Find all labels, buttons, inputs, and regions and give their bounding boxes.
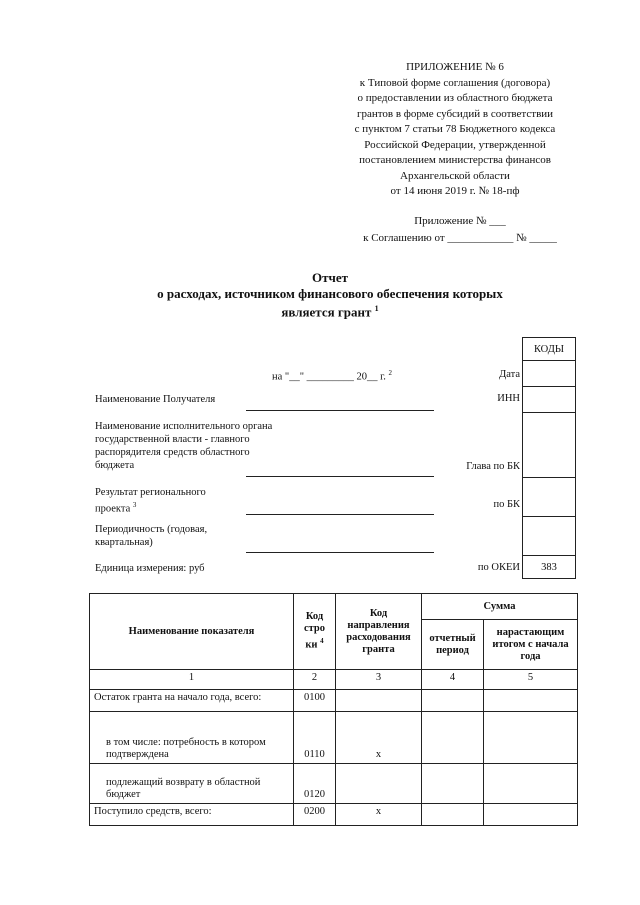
header-sum: Сумма	[422, 594, 578, 620]
expense-table	[89, 593, 578, 826]
executive-label: Наименование исполнительного органа государственной власти - главного распорядителя средств областного бюджета	[95, 421, 273, 471]
report-title	[90, 270, 570, 320]
header-direction: Код направления расходования гранта	[336, 594, 422, 670]
code-date	[523, 361, 576, 387]
appendix-line: Российской Федерации, утвержденной	[364, 138, 546, 151]
row-name: в том числе: потребность в котором подтверждена	[90, 712, 294, 764]
column-number: 4	[422, 670, 484, 690]
row-code: 0100	[294, 690, 336, 712]
code-bk-head	[523, 413, 576, 478]
row-direction	[336, 764, 422, 804]
appendix-line: от 14 июня 2019 г. № 18-пф	[390, 185, 520, 197]
unit-label: Единица измерения: руб	[95, 563, 205, 574]
row-code: 0120	[294, 764, 336, 804]
appendix-line: Архангельской области	[400, 169, 510, 182]
row-name: Поступило средств, всего:	[90, 804, 294, 826]
appendix-line: о предоставлении из областного бюджета	[357, 92, 553, 104]
inn-label: ИНН	[497, 393, 520, 404]
header-code: Код стро ки $^4$	[294, 594, 336, 670]
appendix-line: грантов в форме субсидий в соответствии	[356, 107, 554, 120]
row-cumulative	[484, 764, 578, 804]
executive-field	[246, 476, 434, 477]
code-bk	[523, 478, 576, 517]
appendix-line: к Типовой форме соглашения (договора)	[359, 76, 551, 89]
row-direction	[336, 690, 422, 712]
row-cumulative	[484, 804, 578, 826]
row-cumulative	[484, 690, 578, 712]
column-number: 5	[484, 670, 578, 690]
date-label: Дата	[499, 369, 520, 380]
table-row	[90, 804, 578, 826]
footnote-ref: 1	[374, 304, 379, 313]
row-period	[422, 712, 484, 764]
row-code: 0110	[294, 712, 336, 764]
bk-label: по БК	[493, 499, 520, 510]
row-cumulative	[484, 712, 578, 764]
recipient-field	[246, 410, 434, 411]
row-period	[422, 764, 484, 804]
appendix-line: с пунктом 7 статьи 78 Бюджетного кодекса	[354, 123, 556, 135]
code-periodicity	[523, 517, 576, 556]
periodicity-label: Периодичность (годовая, квартальная)	[95, 524, 208, 548]
title-line: Отчет	[312, 270, 348, 285]
annex-number: Приложение № ___	[414, 215, 506, 227]
header-cumulative: нарастающим итогом с начала года	[484, 620, 578, 670]
recipient-label: Наименование Получателя	[95, 394, 216, 405]
title-line: является грант $^1$	[281, 304, 379, 320]
table-row	[90, 764, 578, 804]
code-okei: 383	[523, 556, 576, 579]
title-line: о расходах, источником финансового обеспечения которых	[157, 285, 503, 301]
column-number: 1	[90, 670, 294, 690]
codes-header: КОДЫ	[523, 338, 576, 361]
appendix-header	[300, 60, 610, 200]
periodicity-field	[246, 552, 434, 553]
row-code: 0200	[294, 804, 336, 826]
codes-table	[522, 337, 576, 579]
okei-label: по ОКЕИ	[477, 562, 520, 573]
column-number: 2	[294, 670, 336, 690]
result-field	[246, 514, 434, 515]
row-direction: x	[336, 712, 422, 764]
table-row	[90, 690, 578, 712]
row-direction: x	[336, 804, 422, 826]
column-number: 3	[336, 670, 422, 690]
row-period	[422, 804, 484, 826]
row-name: подлежащий возврату в областной бюджет	[90, 764, 294, 804]
result-label: Результат регионального проекта $^3$	[95, 487, 206, 515]
table-row	[90, 712, 578, 764]
row-period	[422, 690, 484, 712]
header-name: Наименование показателя	[90, 594, 294, 670]
code-inn	[523, 387, 576, 413]
date-line: на "__" _________ 20__ г. $^2$	[272, 369, 392, 383]
appendix-line: ПРИЛОЖЕНИЕ № 6	[406, 61, 504, 73]
appendix-line: постановлением министерства финансов	[359, 154, 551, 166]
agreement-annex	[330, 213, 590, 247]
annex-agreement: к Соглашению от ____________ № _____	[363, 232, 557, 244]
bk-head-label: Глава по БК	[466, 461, 520, 472]
header-period: отчетный период	[422, 620, 484, 670]
row-name: Остаток гранта на начало года, всего:	[90, 690, 294, 712]
